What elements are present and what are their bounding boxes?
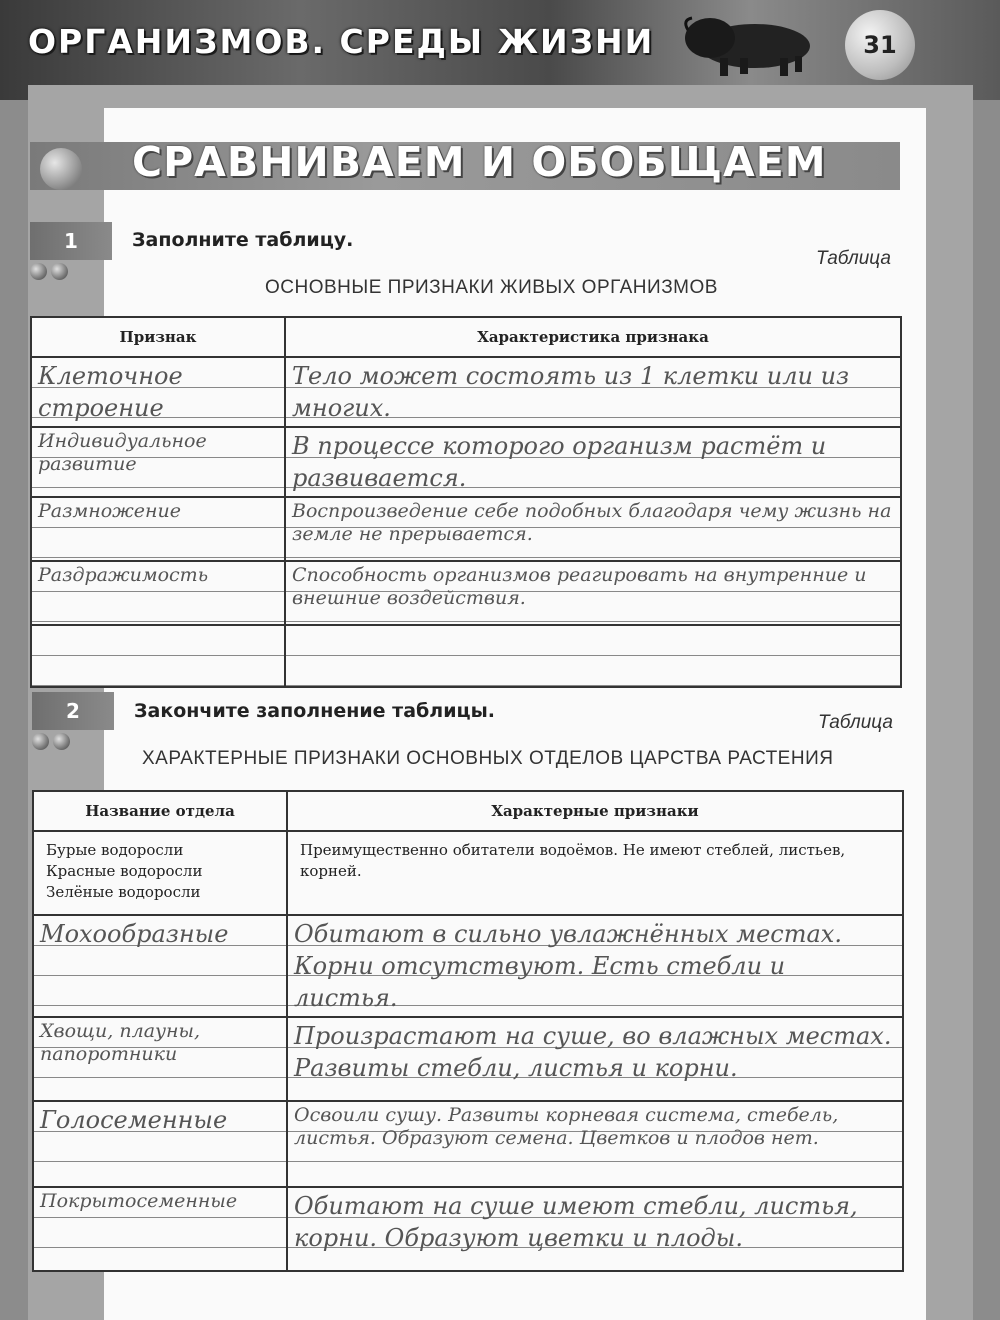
task-1-instruction: Заполните таблицу. <box>132 229 354 251</box>
table-header-row <box>33 791 903 831</box>
division-cell[interactable]: Хвощи, плауны, папоротники <box>33 1017 287 1101</box>
plant-divisions-table <box>32 790 904 1272</box>
table-row <box>33 1187 903 1271</box>
page-number: 31 <box>845 10 915 80</box>
column-header: Признак <box>31 317 285 357</box>
column-header: Название отдела <box>33 791 287 831</box>
feature-cell[interactable] <box>31 625 285 687</box>
table-row <box>33 1017 903 1101</box>
description-cell[interactable]: Способность организмов реагировать на внутренние и внешние воздействия. <box>285 561 901 625</box>
task-2-instruction: Закончите заполнение таблицы. <box>134 700 495 722</box>
difficulty-dots-icon <box>32 733 70 750</box>
table-header-row <box>31 317 901 357</box>
table-row <box>33 1101 903 1187</box>
task-1-table-title: ОСНОВНЫЕ ПРИЗНАКИ ЖИВЫХ ОРГАНИЗМОВ <box>265 277 718 298</box>
section-title: СРАВНИВАЕМ И ОБОБЩАЕМ <box>132 138 827 186</box>
table-row <box>31 561 901 625</box>
traits-cell[interactable]: Обитают на суше имеют стебли, листья, корни. Образуют цветки и плоды. <box>287 1187 903 1271</box>
description-cell[interactable]: В процессе которого организм растёт и развивается. <box>285 427 901 497</box>
traits-cell[interactable]: Произрастают на суше, во влажных местах. Развиты стебли, листья и корни. <box>287 1017 903 1101</box>
feature-cell[interactable]: Клеточное строение <box>31 357 285 427</box>
ball-icon <box>40 148 82 190</box>
division-name: Бурые водоросли <box>46 841 184 859</box>
task-2-table-title: ХАРАКТЕРНЫЕ ПРИЗНАКИ ОСНОВНЫХ ОТДЕЛОВ ЦАРСТВА РАСТЕНИЯ <box>142 748 834 769</box>
table-row <box>31 497 901 561</box>
traits-cell: Преимущественно обитатели водоёмов. Не имеют стеблей, листьев, корней. <box>287 831 903 915</box>
task-1-number: 1 <box>30 222 112 260</box>
column-header: Характеристика признака <box>285 317 901 357</box>
features-table <box>30 316 902 688</box>
table-row <box>31 357 901 427</box>
difficulty-dots-icon <box>30 263 68 280</box>
division-name: Зелёные водоросли <box>46 883 201 901</box>
running-title: ОРГАНИЗМОВ. СРЕДЫ ЖИЗНИ <box>28 22 655 61</box>
division-cell[interactable]: Мохообразные <box>33 915 287 1017</box>
feature-cell[interactable]: Раздражимость <box>31 561 285 625</box>
column-header: Характерные признаки <box>287 791 903 831</box>
description-cell[interactable]: Воспроизведение себе подобных благодаря чему жизнь на земле не прерывается. <box>285 497 901 561</box>
table-row <box>31 625 901 687</box>
task-2-table-label: Таблица <box>818 712 893 733</box>
description-cell[interactable]: Тело может состоять из 1 клетки или из многих. <box>285 357 901 427</box>
division-name: Красные водоросли <box>46 862 203 880</box>
division-cell[interactable]: Голосеменные <box>33 1101 287 1187</box>
bison-illustration <box>670 8 840 78</box>
table-row <box>33 831 903 915</box>
table-row <box>33 915 903 1017</box>
description-cell[interactable] <box>285 625 901 687</box>
table-row <box>31 427 901 497</box>
feature-cell[interactable]: Индивидуальное развитие <box>31 427 285 497</box>
division-cell[interactable]: Покрытосеменные <box>33 1187 287 1271</box>
feature-cell[interactable]: Размножение <box>31 497 285 561</box>
traits-cell[interactable]: Обитают в сильно увлажнённых местах. Корни отсутствуют. Есть стебли и листья. <box>287 915 903 1017</box>
task-1-table-label: Таблица <box>816 248 891 269</box>
task-2-number: 2 <box>32 692 114 730</box>
traits-cell[interactable]: Освоили сушу. Развиты корневая система, стебель, листья. Образуют семена. Цветков и плодов нет. <box>287 1101 903 1187</box>
division-cell <box>33 831 287 915</box>
